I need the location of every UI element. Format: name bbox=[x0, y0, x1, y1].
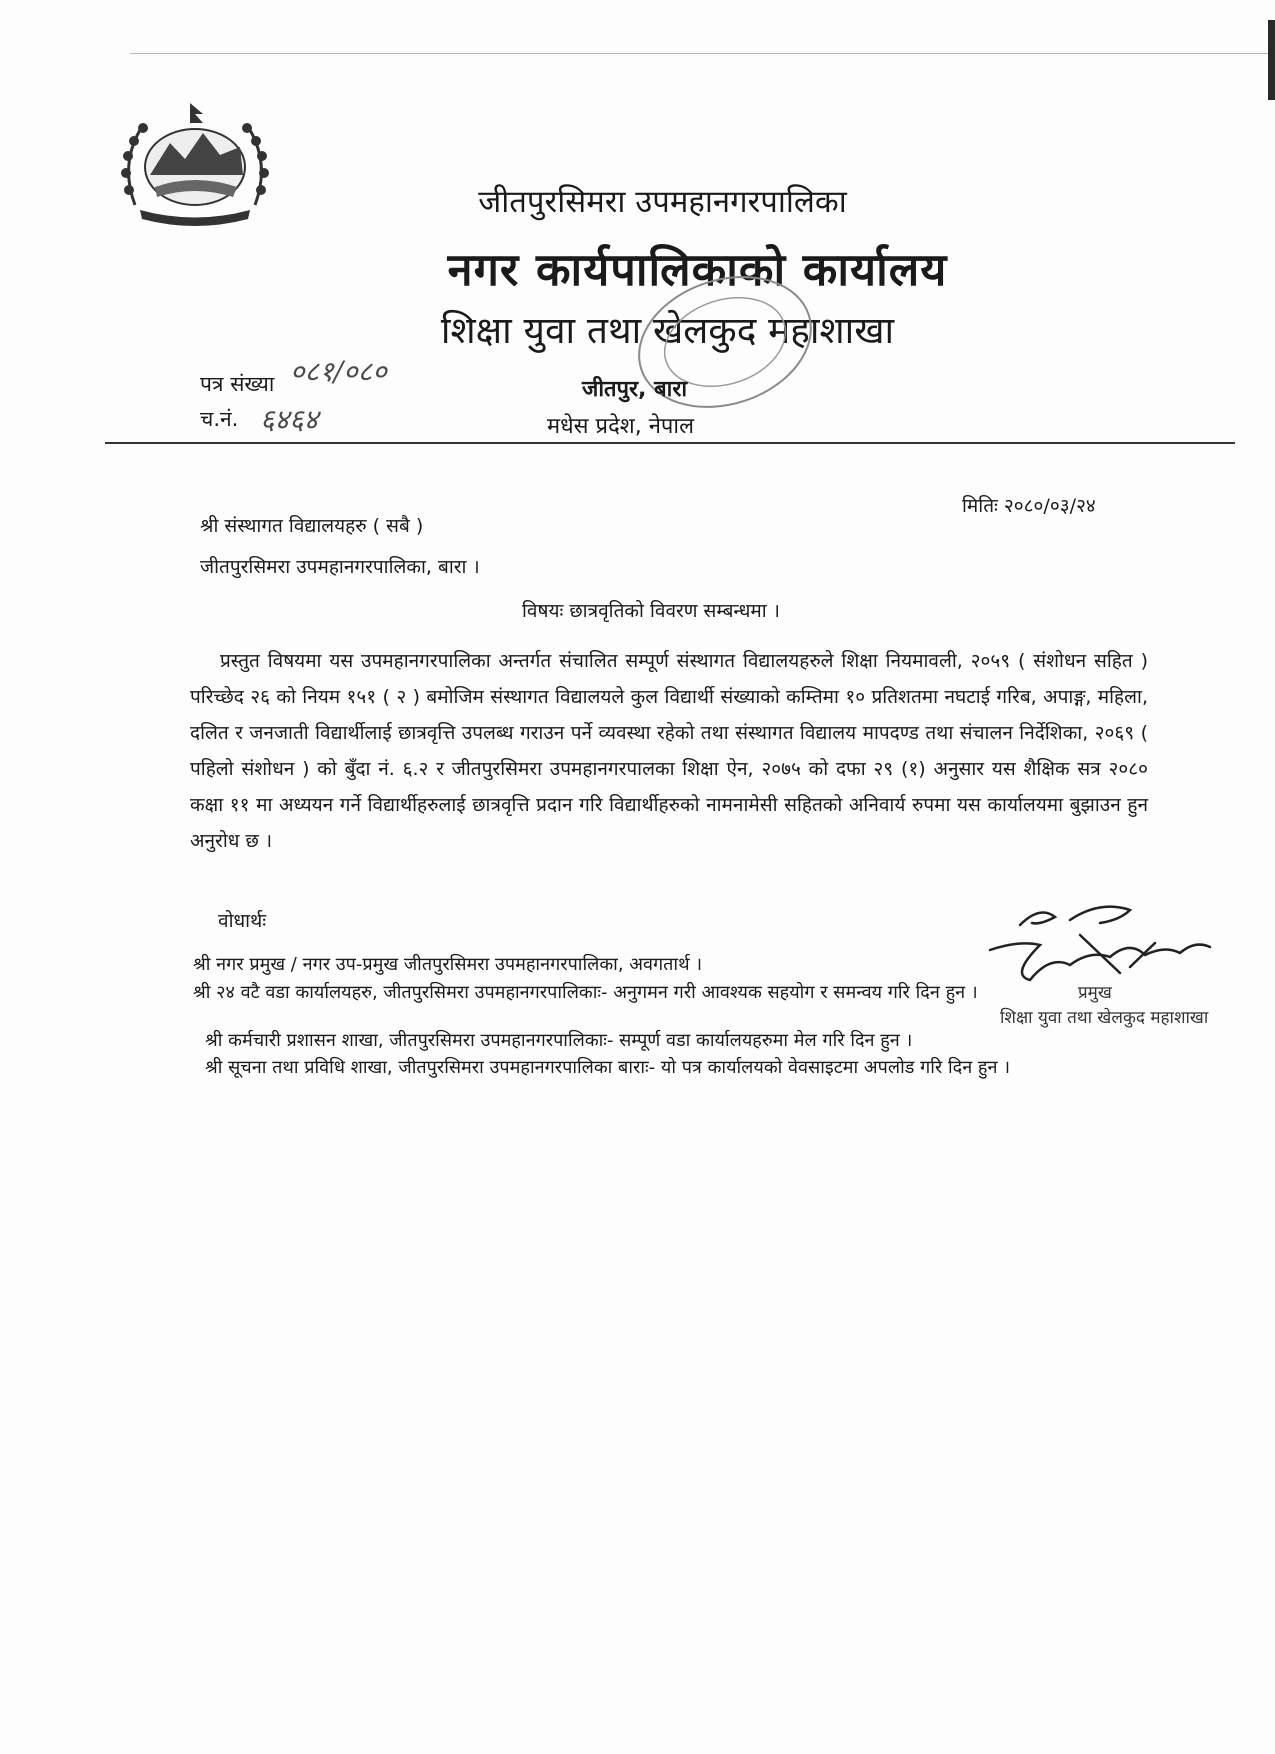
cc-line-4: श्री सूचना तथा प्रविधि शाखा, जीतपुरसिमरा उपमहानगरपालिका बाराः- यो पत्र कार्यालयको वेवसाइटमा अपलोड गरि दिन हुन । bbox=[205, 1057, 1011, 1078]
letter-body: प्रस्तुत विषयमा यस उपमहानगरपालिका अन्तर्गत संचालित सम्पूर्ण संस्थागत विद्यालयहरुले शिक्षा नियमावली, २०५९ ( संशोधन सहित ) परिच्छेद २६ को नियम १५१ ( २ ) बमोजिम संस्थागत विद्यालयले कुल विद्यार्थी संख्याको कम्तिमा १० प्रतिशतमा नघटाई गरिब, अपाङ्ग, महिला, दलित र जनजाती विद्यार्थीलाई छात्रवृत्ति उपलब्ध गराउन पर्ने व्यवस्था रहेको तथा संस्थागत विद्यालय मापदण्ड तथा संचालन निर्देशिका, २०६९ ( पहिलो संशोधन ) को बुँदा नं. ६.२ र जीतपुरसिमरा उपमहानगरपालका शिक्षा ऐन, २०७५ को दफा २९ (१) अनुसार यस शैक्षिक सत्र २०८० कक्षा ११ मा अध्ययन गर्ने विद्यार्थीहरुलाई छात्रवृत्ति प्रदान गरि विद्यार्थीहरुको नामनामेसी सहितको अनिवार्य रुपमा यस कार्यालयमा बुझाउन हुन अनुरोध छ । bbox=[190, 650, 1148, 852]
province-address: मधेस प्रदेश, नेपाल bbox=[547, 414, 695, 439]
municipality-name: जीतपुरसिमरा उपमहानगरपालिका bbox=[478, 184, 847, 220]
scan-edge-shadow bbox=[1268, 20, 1275, 100]
bodharth-label: वोधार्थः bbox=[218, 910, 267, 932]
letter-date: मितिः २०८०/०३/२४ bbox=[962, 495, 1096, 517]
letter-subject: विषयः छात्रवृतिको विवरण सम्बन्धमा । bbox=[522, 600, 780, 622]
header-divider bbox=[105, 442, 1235, 444]
patra-sankhya-label: पत्र संख्या bbox=[200, 372, 275, 396]
chalani-number-value: ६४६४ bbox=[260, 403, 319, 436]
addressee-line-2: जीतपुरसिमरा उपमहानगरपालिका, बारा । bbox=[200, 556, 480, 578]
scan-edge-line bbox=[130, 53, 1270, 54]
addressee-line-1: श्री संस्थागत विद्यालयहरु ( सबै ) bbox=[200, 515, 424, 537]
cc-line-3: श्री कर्मचारी प्रशासन शाखा, जीतपुरसिमरा उपमहानगरपालिकाः- सम्पूर्ण वडा कार्यालयहरुमा मेल गरि दिन हुन । bbox=[205, 1030, 913, 1051]
office-title: नगर कार्यपालिकाको कार्यालय bbox=[447, 243, 948, 296]
branch-title: शिक्षा युवा तथा खेलकुद महाशाखा bbox=[440, 309, 895, 352]
cc-line-1: श्री नगर प्रमुख / नगर उप-प्रमुख जीतपुरसिमरा उपमहानगरपालिका, अवगतार्थ । bbox=[193, 954, 703, 975]
office-stamp bbox=[620, 270, 820, 430]
signatory-department: शिक्षा युवा तथा खेलकुद महाशाखा bbox=[1000, 1008, 1209, 1028]
city-address: जीतपुर, बारा bbox=[582, 377, 688, 402]
cc-line-2: श्री २४ वटै वडा कार्यालयहरु, जीतपुरसिमरा उपमहानगरपालिकाः- अनुगमन गरी आवश्यक सहयोग र समन्वय गरि दिन हुन । bbox=[193, 982, 978, 1003]
patra-sankhya-value: ०८१/०८० bbox=[290, 355, 387, 388]
chalani-number-label: च.नं. bbox=[200, 407, 239, 431]
signatory-title: प्रमुख bbox=[1078, 983, 1112, 1003]
